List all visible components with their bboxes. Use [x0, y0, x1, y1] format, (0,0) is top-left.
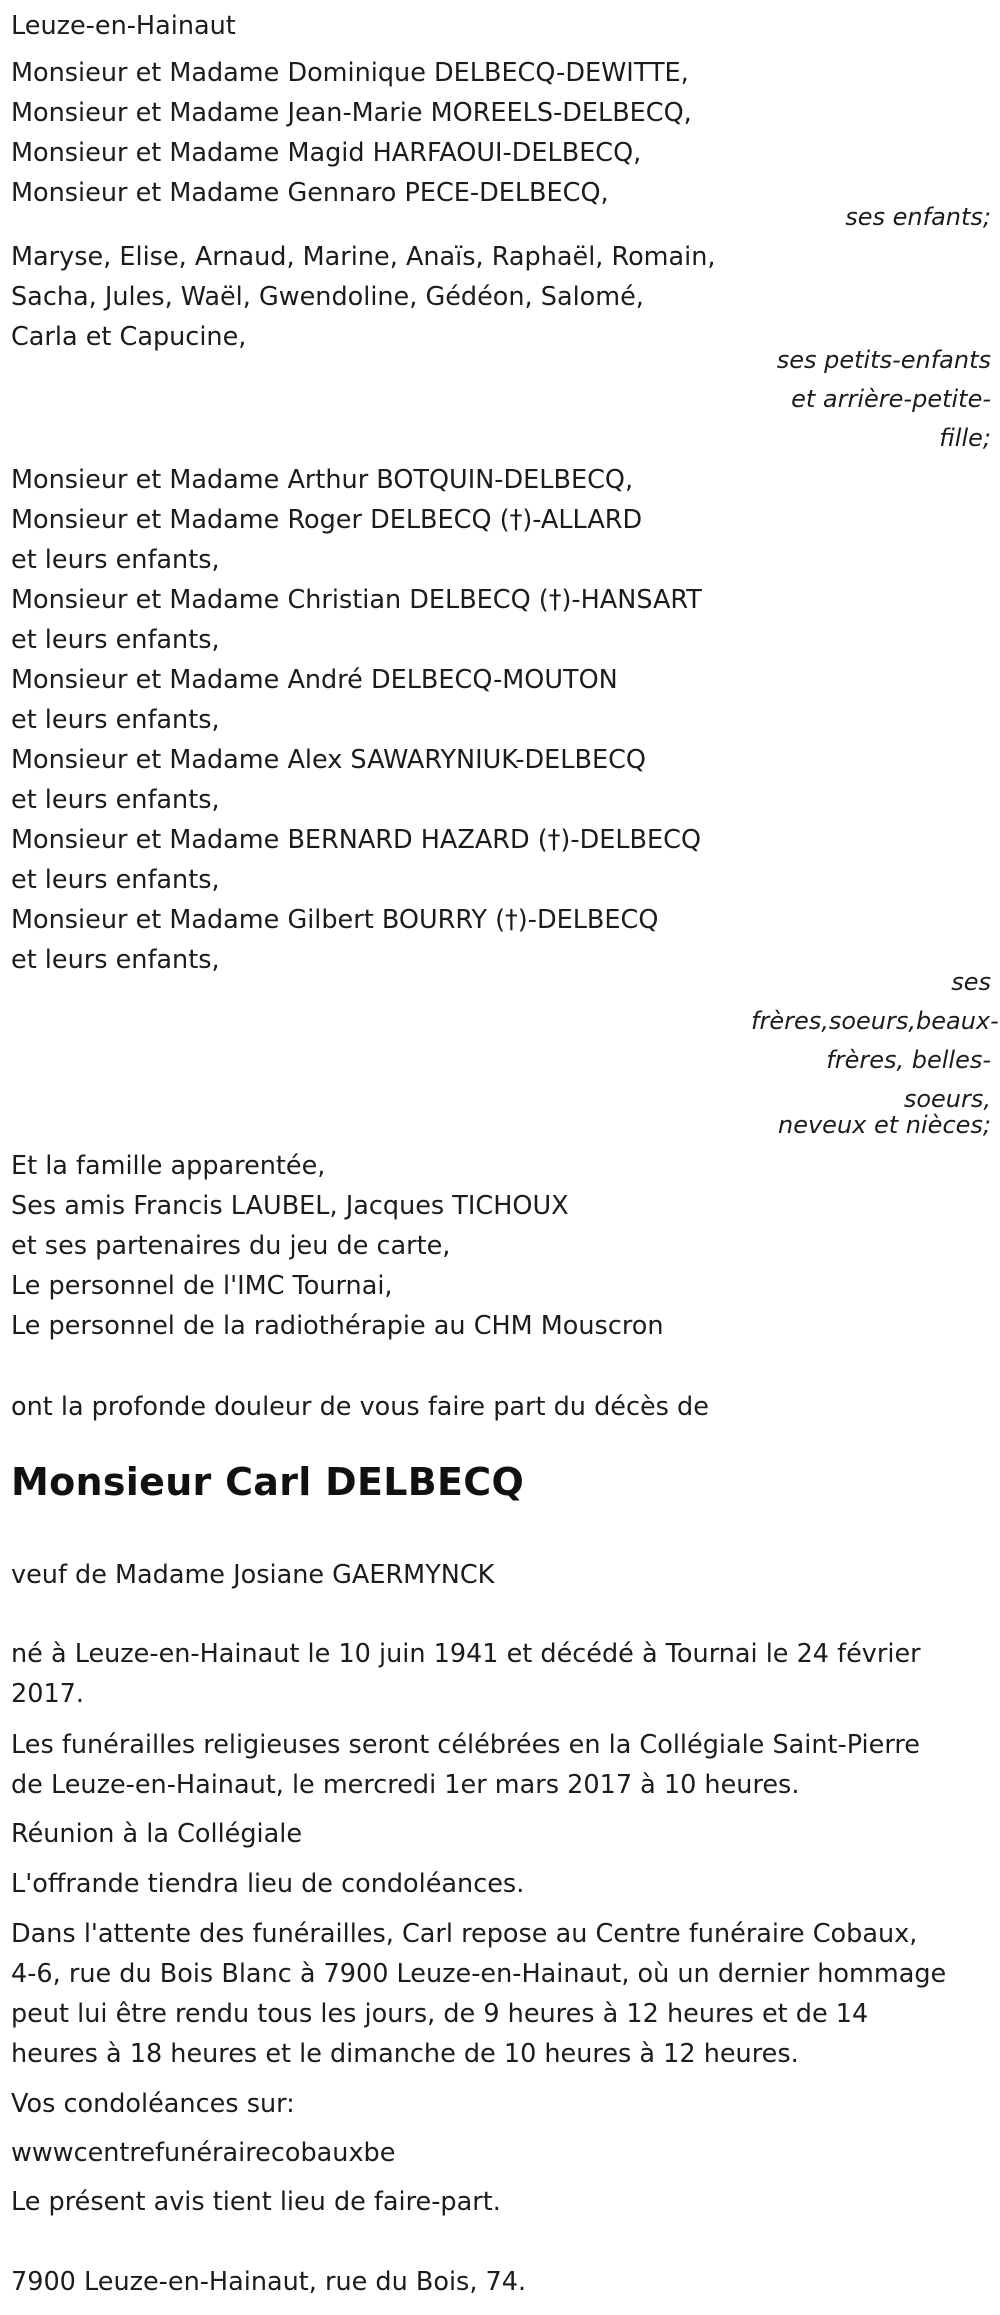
website-link[interactable]: wwwcentrefunérairecobauxbe [11, 2138, 396, 2168]
city-header: Leuze-en-Hainaut [11, 11, 236, 41]
family-line: et leurs enfants, [11, 545, 220, 575]
relation-line: ses [951, 968, 991, 996]
text-line: 2017. [11, 1679, 85, 1709]
birth-death [11, 1634, 921, 1714]
condolences-label: Vos condoléances sur: [11, 2089, 295, 2119]
family-line: Ses amis Francis LAUBEL, Jacques TICHOUX [11, 1191, 569, 1221]
family-line: et leurs enfants, [11, 785, 220, 815]
rest-info [11, 1914, 946, 2074]
family-line: Monsieur et Madame Arthur BOTQUIN-DELBECQ, [11, 465, 634, 495]
family-line: Monsieur et Madame Magid HARFAOUI-DELBECQ, [11, 138, 642, 168]
family-line: et leurs enfants, [11, 945, 220, 975]
family-line: Monsieur et Madame Dominique DELBECQ-DEWITTE, [11, 58, 689, 88]
family-line: Monsieur et Madame Jean-Marie MOREELS-DELBECQ, [11, 98, 692, 128]
text-line: Dans l'attente des funérailles, Carl repose au Centre funéraire Cobaux, [11, 1919, 918, 1949]
deceased-name: Monsieur Carl DELBECQ [11, 1460, 525, 1504]
family-line: et leurs enfants, [11, 625, 220, 655]
relation-line: et arrière-petite- [791, 385, 991, 413]
offering-line: L'offrande tiendra lieu de condoléances. [11, 1869, 525, 1899]
family-line: Monsieur et Madame Gilbert BOURRY (†)-DELBECQ [11, 905, 659, 935]
family-line: Monsieur et Madame Gennaro PECE-DELBECQ, [11, 178, 609, 208]
relation-line: fille; [939, 424, 991, 452]
family-line: Monsieur et Madame André DELBECQ-MOUTON [11, 665, 618, 695]
text-line: né à Leuze-en-Hainaut le 10 juin 1941 et décédé à Tournai le 24 février [11, 1639, 921, 1669]
notice-line: Le présent avis tient lieu de faire-part. [11, 2187, 501, 2217]
text-line: de Leuze-en-Hainaut, le mercredi 1er mars 2017 à 10 heures. [11, 1770, 800, 1800]
address-line: 7900 Leuze-en-Hainaut, rue du Bois, 74. [11, 2267, 527, 2297]
family-line: Et la famille apparentée, [11, 1151, 326, 1181]
children-relation: ses enfants; [845, 203, 991, 231]
siblings-block [11, 460, 702, 980]
family-line: Monsieur et Madame Christian DELBECQ (†)-HANSART [11, 585, 702, 615]
family-line: Carla et Capucine, [11, 322, 247, 352]
grandchildren-block [11, 237, 716, 357]
family-line: Monsieur et Madame Roger DELBECQ (†)-ALLARD [11, 505, 643, 535]
family-line: Monsieur et Madame Alex SAWARYNIUK-DELBECQ [11, 745, 646, 775]
widower-line: veuf de Madame Josiane GAERMYNCK [11, 1560, 495, 1590]
family-line: Maryse, Elise, Arnaud, Marine, Anaïs, Raphaël, Romain, [11, 242, 716, 272]
grandchildren-relation [751, 341, 991, 458]
family-line: Sacha, Jules, Waël, Gwendoline, Gédéon, Salomé, [11, 282, 644, 312]
text-line: 4-6, rue du Bois Blanc à 7900 Leuze-en-Hainaut, où un dernier hommage [11, 1959, 947, 1989]
siblings-relation-end: neveux et nièces; [778, 1111, 991, 1139]
family-line: et leurs enfants, [11, 865, 220, 895]
family-line: Le personnel de l'IMC Tournai, [11, 1271, 393, 1301]
text-line: peut lui être rendu tous les jours, de 9 heures à 12 heures et de 14 [11, 1999, 869, 2029]
meeting-line: Réunion à la Collégiale [11, 1819, 303, 1849]
text-line: heures à 18 heures et le dimanche de 10 heures à 12 heures. [11, 2039, 799, 2069]
family-line: et ses partenaires du jeu de carte, [11, 1231, 451, 1261]
relation-line: soeurs, [903, 1085, 991, 1113]
family-line: Monsieur et Madame BERNARD HAZARD (†)-DELBECQ [11, 825, 702, 855]
funeral-info [11, 1725, 920, 1805]
announcement: ont la profonde douleur de vous faire part du décès de [11, 1392, 709, 1422]
relation-line: ses petits-enfants [776, 346, 991, 374]
siblings-relation [751, 963, 999, 1119]
relation-line: frères,soeurs,beaux- [751, 1007, 999, 1035]
others-block [11, 1146, 664, 1346]
family-line: et leurs enfants, [11, 705, 220, 735]
children-block [11, 53, 692, 213]
relation-line: frères, belles- [826, 1046, 991, 1074]
family-line: Le personnel de la radiothérapie au CHM Mouscron [11, 1311, 664, 1341]
text-line: Les funérailles religieuses seront célébrées en la Collégiale Saint-Pierre [11, 1730, 920, 1760]
